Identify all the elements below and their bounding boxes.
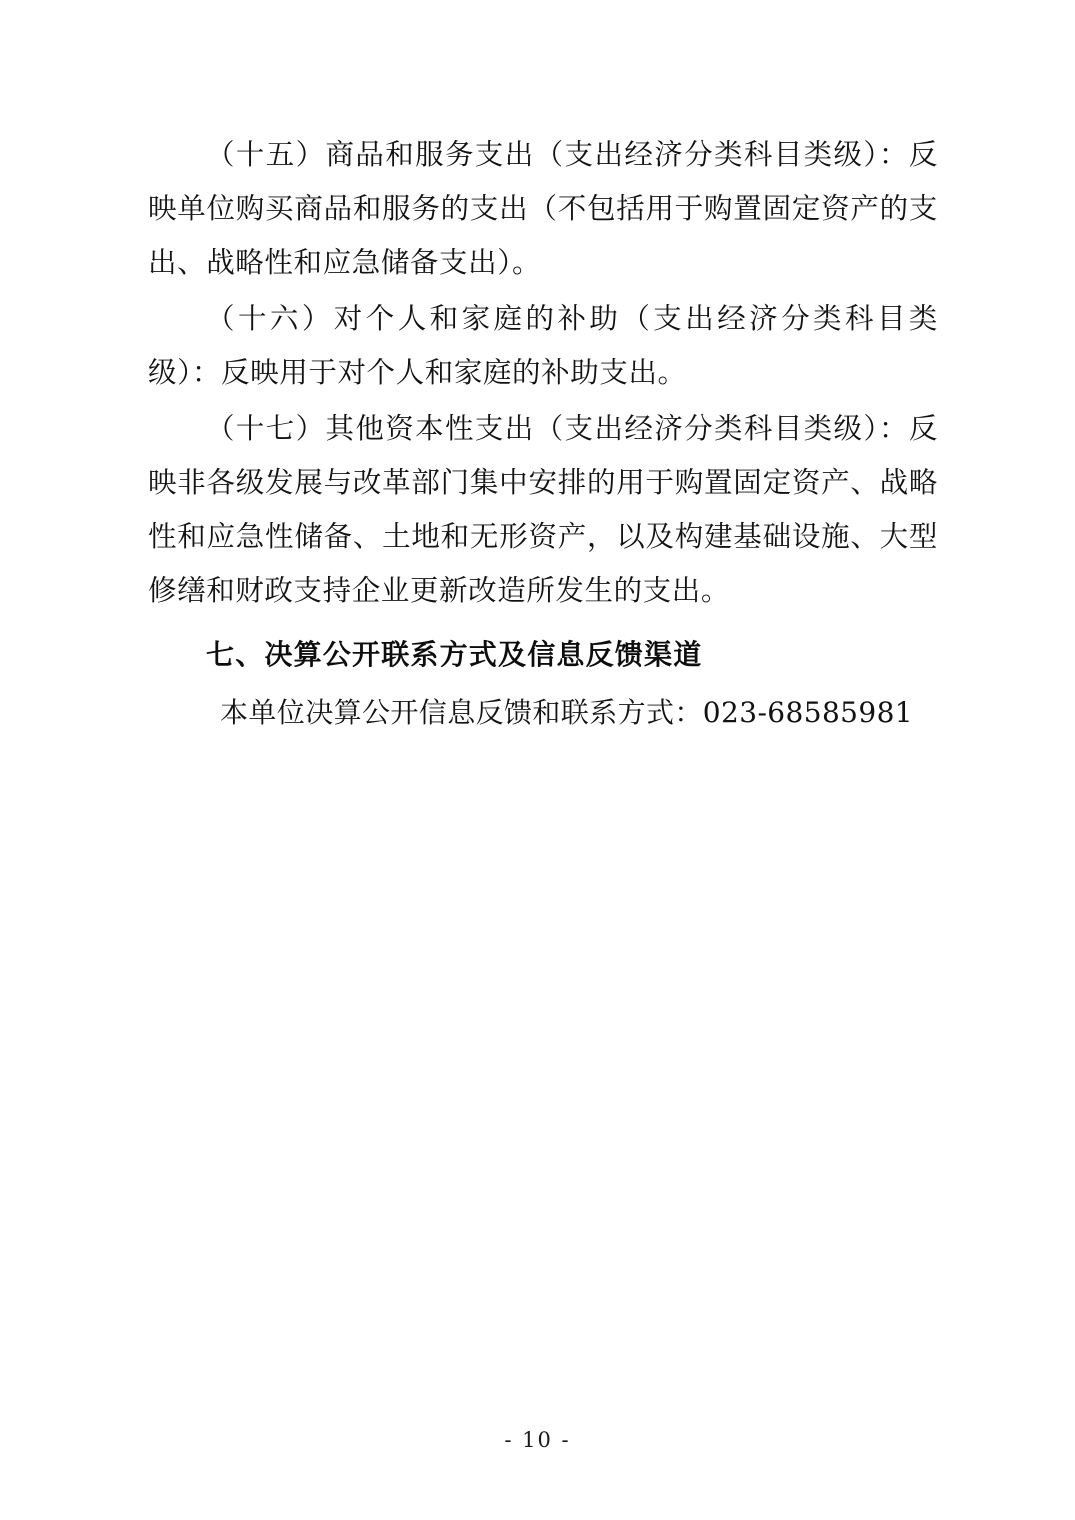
paragraph-item-15: （十五）商品和服务支出（支出经济分类科目类级）：反映单位购买商品和服务的支出（不包括用于购置固定资产的支出、战略性和应急储备支出）。: [148, 138, 938, 279]
document-body: [148, 128, 938, 740]
contact-paragraph: 本单位决算公开信息反馈和联系方式：023-68585981: [220, 696, 914, 729]
paragraph-item-17: （十七）其他资本性支出（支出经济分类科目类级）：反映非各级发展与改革部门集中安排的用于购置固定资产、战略性和应急性储备、土地和无形资产，以及构建基础设施、大型修缮和财政支持企业更新改造所发生的支出。: [148, 412, 938, 607]
section-heading-seven: 七、决算公开联系方式及信息反馈渠道: [206, 638, 703, 671]
page-number-footer: - 10 -: [504, 1428, 571, 1452]
paragraph-item-16: （十六）对个人和家庭的补助（支出经济分类科目类级）：反映用于对个人和家庭的补助支出。: [148, 302, 938, 389]
